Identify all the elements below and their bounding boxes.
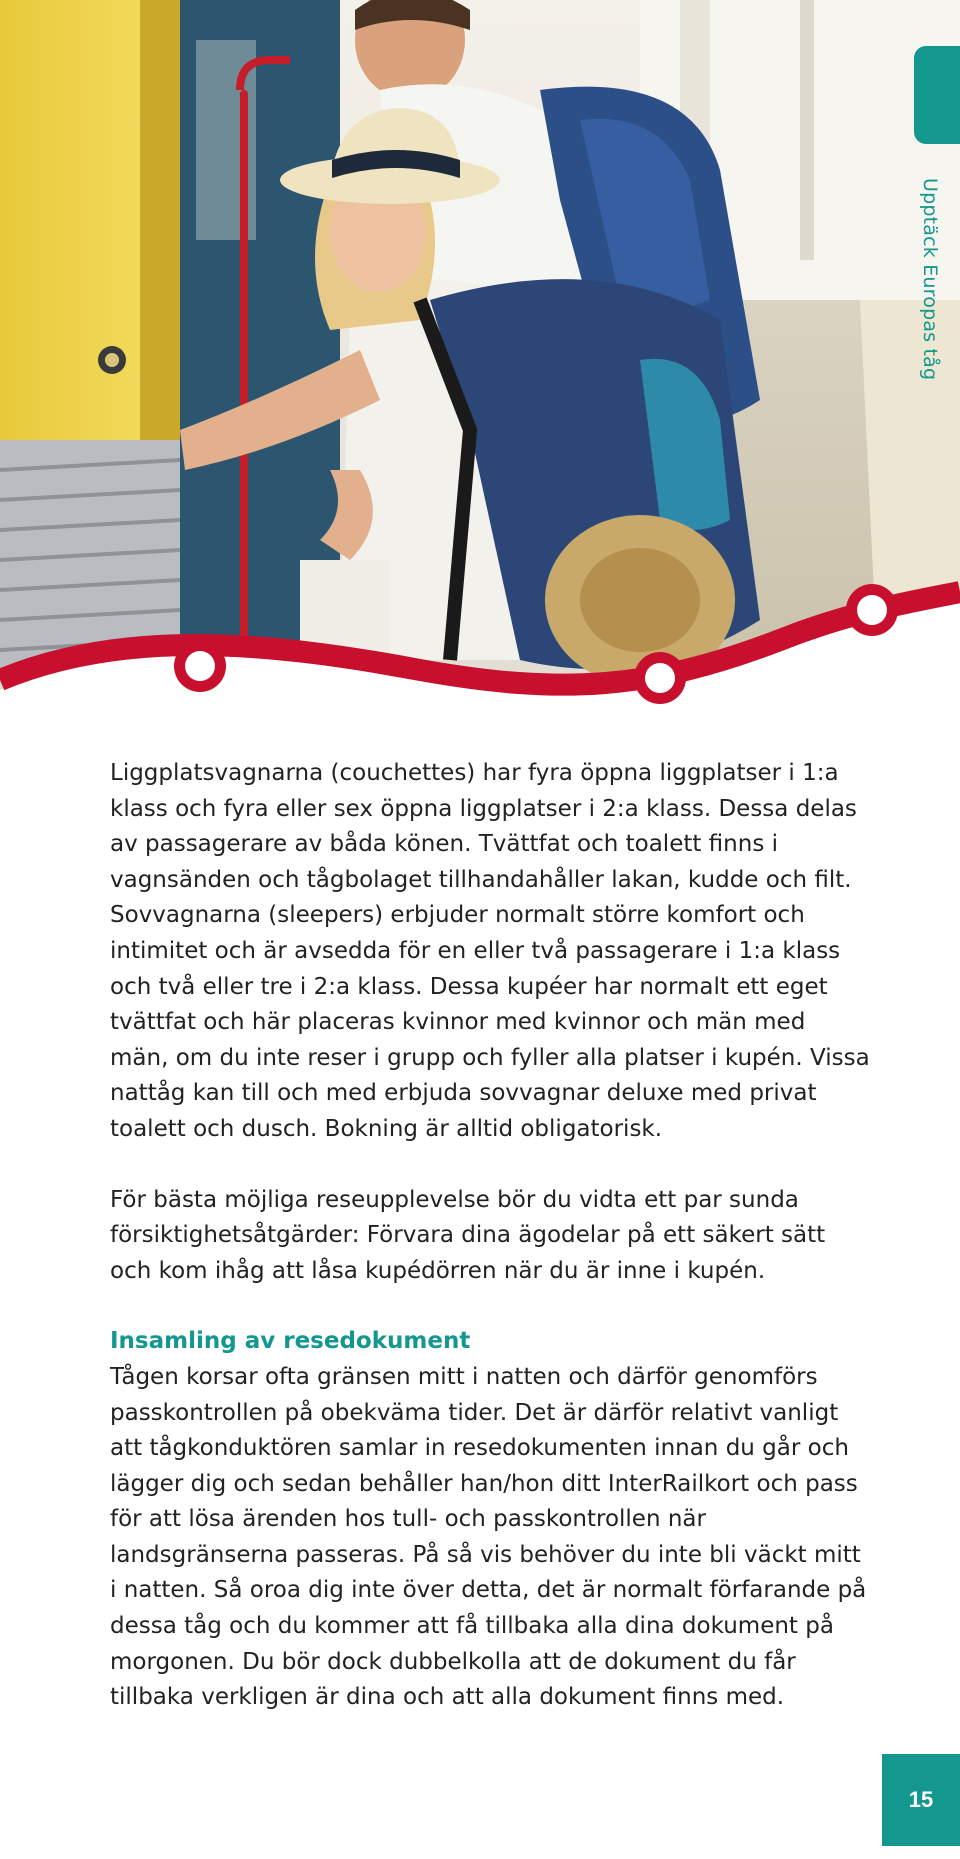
- paragraph: Liggplatsvagnarna (couchettes) har fyra öppna liggplatser i 1:a klass och fyra eller sex öppna liggplatser i 2:a klass. Dessa delas av passagerare av båda könen. Tvättfat och toalett finns i vagnsänden och tågbolaget tillhandahåller lakan, kudde och filt. Sovvagnarna (sleepers) erbjuder normalt större komfort och intimitet och är avsedda för en eller två passagerare i 1:a klass och två eller tre i 2:a klass. Dessa kupéer har normalt ett eget tvättfat och här placeras kvinnor med kvinnor och män med män, om du inte reser i grupp och fyller alla platser i kupén. Vissa nattåg kan till och med erbjuda sovvagnar deluxe med privat toalett och dusch. Bokning är alltid obligatorisk.: [110, 760, 870, 1142]
- hero-photo: [0, 0, 960, 720]
- section-heading: Insamling av resedokument: [110, 1328, 471, 1355]
- article-body: [110, 756, 870, 1716]
- route-stop-icon: [174, 640, 226, 692]
- paragraph: Tågen korsar ofta gränsen mitt i natten och därför genomförs passkontrollen på obekväma tider. Det är därför relativt vanligt att tågkonduktören samlar in resedokumenten innan du går och lägger dig och sedan behåller han/hon ditt InterRailkort och pass för att lösa ärenden hos tull- och passkontrollen när landsgränserna passeras. På så vis behöver du inte bli väckt mitt i natten. Så oroa dig inte över detta, det är normalt förfarande på dessa tåg och du kommer att få tillbaka alla dina dokument på morgonen. Du bör dock dubbelkolla att de dokument du får tillbaka verkligen är dina och att alla dokument finns med.: [110, 1363, 867, 1711]
- train-boarding-illustration: [0, 0, 960, 720]
- route-stop-icon: [846, 584, 898, 636]
- page-number: 15: [882, 1754, 960, 1846]
- section-tab: [914, 46, 960, 144]
- paragraph: För bästa möjliga reseupplevelse bör du vidta ett par sunda försiktighetsåtgärder: Förvara dina ägodelar på ett säkert sätt och kom ihåg att låsa kupédörren när du är inne i kupén.: [110, 1186, 826, 1284]
- section-label: Upptäck Europas tåg: [919, 178, 941, 381]
- route-stop-icon: [634, 652, 686, 704]
